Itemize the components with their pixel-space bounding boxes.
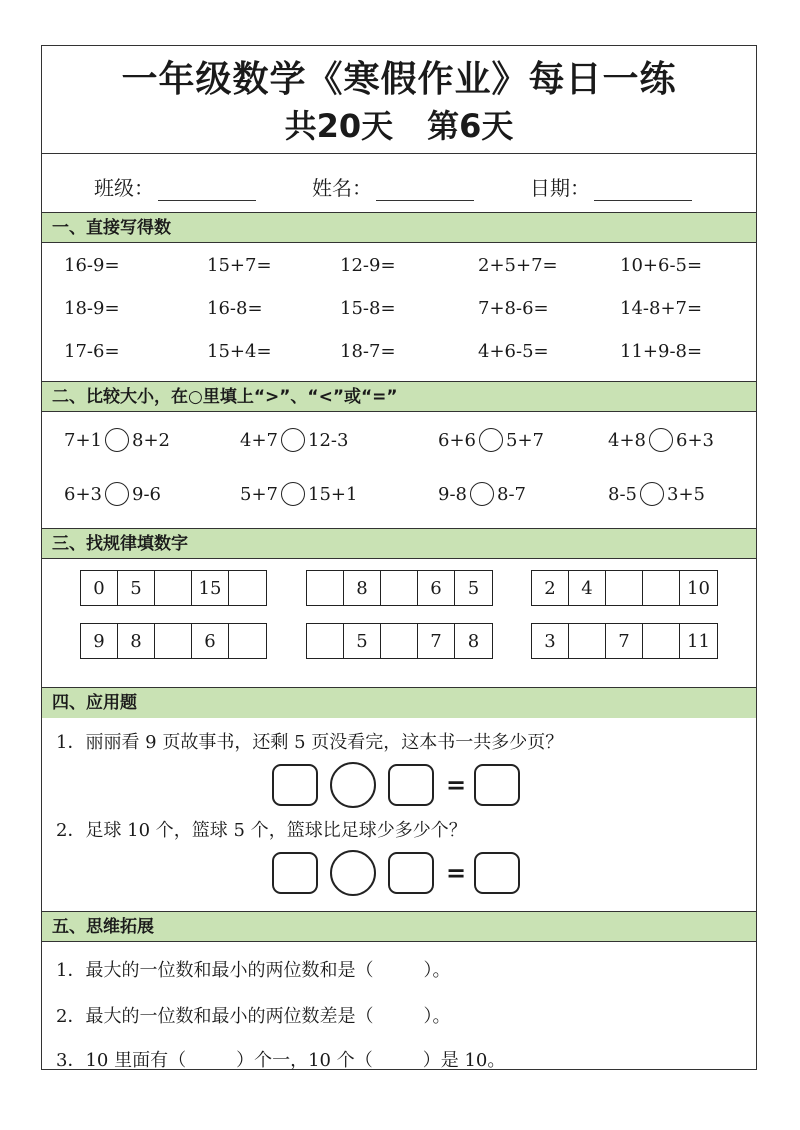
compare-left: 4+8: [608, 429, 646, 451]
calc-item: 10+6-5=: [620, 255, 703, 276]
question-text: ）是 10。: [422, 1050, 506, 1071]
sequence-cell[interactable]: 7: [418, 624, 455, 658]
sequence-cell[interactable]: [155, 571, 192, 605]
number-box[interactable]: [272, 852, 318, 894]
compare-circle[interactable]: [470, 482, 494, 506]
compare-item: [438, 428, 544, 452]
sequence-cell[interactable]: [307, 624, 344, 658]
compare-item: [608, 482, 705, 506]
compare-circle[interactable]: [105, 428, 129, 452]
sequence-cell[interactable]: 4: [569, 571, 606, 605]
question-text: ）。: [423, 1006, 451, 1027]
class-field[interactable]: [94, 172, 256, 201]
calc-item: 4+6-5=: [478, 341, 549, 362]
equation-row-2: [272, 850, 520, 896]
calc-item: 15+7=: [207, 255, 272, 276]
compare-circle[interactable]: [649, 428, 673, 452]
section4-header: 四、应用题: [42, 688, 756, 718]
compare-item: [240, 482, 357, 506]
worksheet: [41, 45, 757, 1070]
compare-left: 5+7: [240, 483, 278, 505]
day-indicator: [42, 106, 756, 146]
equals-sign: =: [446, 859, 467, 887]
sequence-cell[interactable]: [643, 624, 680, 658]
worksheet-title: 一年级数学《寒假作业》每日一练: [121, 59, 677, 100]
question-text: 3．10 里面有（: [56, 1050, 187, 1071]
sequence-cell[interactable]: [381, 624, 418, 658]
calc-item: 16-9=: [64, 255, 120, 276]
calc-item: 15-8=: [340, 298, 396, 319]
compare-right: 3+5: [667, 483, 705, 505]
title-box: [42, 46, 756, 154]
compare-left: 6+3: [64, 483, 102, 505]
sequence-cell[interactable]: 15: [192, 571, 229, 605]
class-label: 班级：: [94, 176, 154, 200]
answer-box[interactable]: [474, 852, 520, 894]
section3-sequences: [42, 559, 756, 688]
word-problem-2: 2．足球 10 个，篮球 5 个，篮球比足球少多少个？: [56, 820, 467, 841]
sequence-cell[interactable]: 5: [344, 624, 381, 658]
compare-circle[interactable]: [105, 482, 129, 506]
thinking-question-2: [56, 1002, 450, 1028]
sequence-row: [531, 570, 718, 606]
compare-left: 7+1: [64, 429, 102, 451]
sequence-cell[interactable]: 5: [118, 571, 155, 605]
calc-item: 12-9=: [340, 255, 396, 276]
answer-box[interactable]: [474, 764, 520, 806]
sequence-cell[interactable]: [229, 624, 266, 658]
question-text: ）个一，10 个（: [236, 1050, 373, 1071]
sequence-cell[interactable]: 7: [606, 624, 643, 658]
compare-item: [438, 482, 526, 506]
sequence-cell[interactable]: 0: [81, 571, 118, 605]
compare-item: [64, 428, 170, 452]
calc-item: 17-6=: [64, 341, 120, 362]
sequence-cell[interactable]: 8: [344, 571, 381, 605]
sequence-cell[interactable]: [307, 571, 344, 605]
sequence-cell[interactable]: [381, 571, 418, 605]
compare-item: [608, 428, 714, 452]
compare-circle[interactable]: [640, 482, 664, 506]
calc-item: 11+9-8=: [620, 341, 703, 362]
compare-right: 6+3: [676, 429, 714, 451]
compare-left: 9-8: [438, 483, 467, 505]
section4-word-problems: [42, 718, 756, 912]
compare-item: [64, 482, 161, 506]
sequence-cell[interactable]: 11: [687, 630, 710, 652]
sequence-cell[interactable]: [229, 571, 266, 605]
compare-item: [240, 428, 348, 452]
equation-row-1: [272, 762, 520, 808]
date-label: 日期：: [530, 176, 590, 200]
sequence-cell[interactable]: 3: [532, 624, 569, 658]
sequence-cell[interactable]: 8: [118, 624, 155, 658]
sequence-row: [306, 570, 493, 606]
word-problem-1: 1．丽丽看 9 页故事书，还剩 5 页没看完，这本书一共多少页？: [56, 732, 564, 753]
calc-item: 15+4=: [207, 341, 272, 362]
sequence-cell[interactable]: 8: [467, 630, 480, 652]
student-info-row: [42, 154, 756, 213]
thinking-question-3: [56, 1046, 505, 1072]
compare-right: 12-3: [308, 429, 349, 451]
thinking-question-1: [56, 956, 450, 982]
sequence-row: [80, 623, 267, 659]
question-text: ）。: [423, 960, 451, 981]
date-field[interactable]: [530, 172, 692, 201]
section5-header: 五、思维拓展: [42, 912, 756, 942]
sequence-cell[interactable]: 6: [192, 624, 229, 658]
sequence-cell[interactable]: 2: [532, 571, 569, 605]
sequence-cell[interactable]: 6: [418, 571, 455, 605]
number-box[interactable]: [388, 764, 434, 806]
sequence-cell[interactable]: [643, 571, 680, 605]
section1-calculations: [42, 243, 756, 382]
compare-right: 5+7: [506, 429, 544, 451]
name-label: 姓名：: [312, 176, 372, 200]
section2-comparisons: [42, 412, 756, 529]
section1-header: 一、直接写得数: [42, 213, 756, 243]
number-box[interactable]: [272, 764, 318, 806]
number-box[interactable]: [388, 852, 434, 894]
calc-item: 7+8-6=: [478, 298, 549, 319]
calc-item: 14-8+7=: [620, 298, 703, 319]
compare-left: 6+6: [438, 429, 476, 451]
total-days: 共20天: [284, 107, 394, 145]
compare-right: 9-6: [132, 483, 161, 505]
compare-left: 4+7: [240, 429, 278, 451]
sequence-cell[interactable]: [606, 571, 643, 605]
sequence-cell[interactable]: 10: [687, 577, 710, 599]
compare-circle[interactable]: [281, 482, 305, 506]
calc-item: 2+5+7=: [478, 255, 558, 276]
sequence-row: [306, 623, 493, 659]
section2-header: 二、比较大小，在○里填上“>”、“<”或“=”: [42, 382, 756, 412]
calc-item: 16-8=: [207, 298, 263, 319]
current-day: 第6天: [427, 107, 514, 145]
operator-circle[interactable]: [330, 850, 376, 896]
question-text: 2．最大的一位数和最小的两位数差是（: [56, 1006, 374, 1027]
equals-sign: =: [446, 771, 467, 799]
section3-header: 三、找规律填数字: [42, 529, 756, 559]
calc-item: 18-7=: [340, 341, 396, 362]
sequence-cell[interactable]: [569, 624, 606, 658]
question-text: 1．最大的一位数和最小的两位数和是（: [56, 960, 374, 981]
compare-right: 8-7: [497, 483, 526, 505]
calc-item: 18-9=: [64, 298, 120, 319]
name-field[interactable]: [312, 172, 474, 201]
compare-circle[interactable]: [479, 428, 503, 452]
compare-left: 8-5: [608, 483, 637, 505]
operator-circle[interactable]: [330, 762, 376, 808]
sequence-cell[interactable]: [155, 624, 192, 658]
sequence-cell[interactable]: 9: [81, 624, 118, 658]
sequence-cell[interactable]: 5: [467, 577, 480, 599]
compare-right: 8+2: [132, 429, 170, 451]
compare-right: 15+1: [308, 483, 358, 505]
sequence-row: [80, 570, 267, 606]
sequence-row: [531, 623, 718, 659]
compare-circle[interactable]: [281, 428, 305, 452]
